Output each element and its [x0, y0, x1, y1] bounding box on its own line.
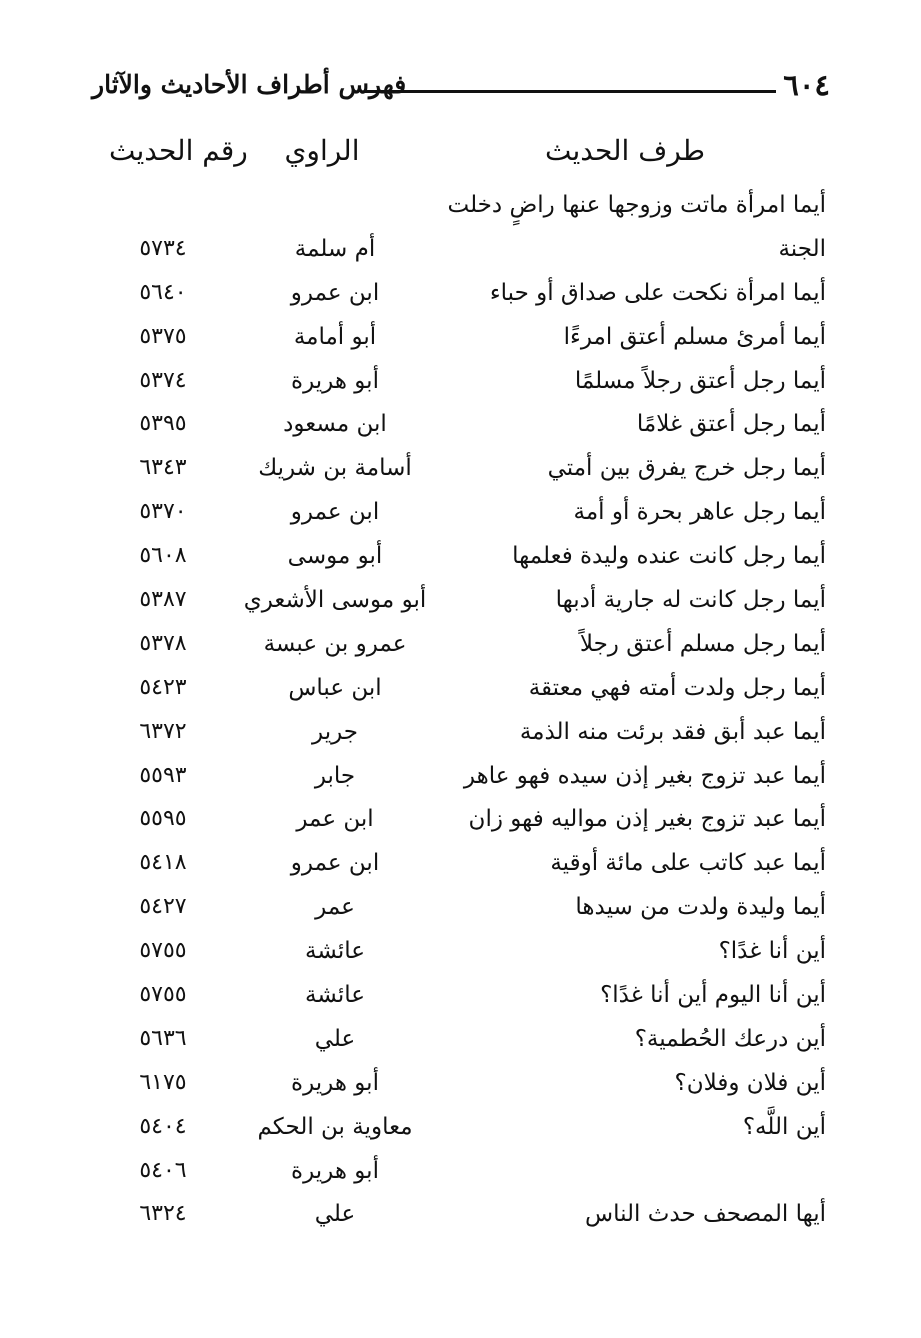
table-row: [0, 229, 921, 273]
table-row: [0, 492, 921, 536]
narrator-cell: ابن عباس: [288, 674, 382, 701]
narrator-cell: عائشة: [305, 982, 365, 1009]
number-cell: ٥٤١٨: [139, 850, 187, 876]
narrator-cell: أبو هريرة: [291, 1069, 379, 1096]
table-row: [0, 843, 921, 887]
hadith-cell: أيما رجل كانت له جارية أدبها: [555, 587, 826, 614]
number-cell: ٥٦٣٦: [139, 1025, 187, 1051]
number-cell: ٥٤٢٧: [139, 894, 187, 920]
table-row: [0, 931, 921, 975]
table-row: [0, 185, 921, 229]
narrator-cell: ابن عمر: [296, 806, 374, 833]
hadith-cell: أين درعك الحُطمية؟: [634, 1025, 826, 1052]
table-row: [0, 756, 921, 800]
table-row: [0, 1063, 921, 1107]
narrator-cell: أبو موسى: [287, 543, 383, 570]
narrator-cell: أبو هريرة: [291, 367, 379, 394]
number-cell: ٥٣٨٧: [139, 587, 187, 613]
hadith-cell: أيما أمرئ مسلم أعتق امرءًا: [563, 323, 826, 350]
hadith-cell: أيما عبد تزوج بغير إذن مواليه فهو زان: [468, 806, 826, 833]
hadith-cell: أيما وليدة ولدت من سيدها: [575, 894, 826, 921]
narrator-cell: علي: [314, 1025, 356, 1052]
number-cell: ٦١٧٥: [139, 1069, 187, 1095]
running-title: فهرس أطراف الأحاديث والآثار: [92, 70, 407, 99]
table-row: [0, 799, 921, 843]
table-row: [0, 448, 921, 492]
table-row: [0, 317, 921, 361]
hadith-cell: أيما رجل ولدت أمته فهي معتقة: [528, 674, 826, 701]
hadith-cell: أيما رجل خرج يفرق بين أمتي: [547, 455, 826, 482]
hadith-cell: أيما عبد أبق فقد برئت منه الذمة: [519, 718, 826, 745]
number-cell: ٥٣٧٨: [139, 630, 187, 656]
table-row: [0, 1019, 921, 1063]
hadith-cell: أيما امرأة ماتت وزوجها عنها راضٍ دخلت: [447, 192, 826, 218]
table-row: [0, 580, 921, 624]
hadith-cell: الجنة: [778, 235, 826, 262]
number-cell: ٥٣٧٤: [139, 367, 187, 393]
table-row: [0, 887, 921, 931]
hadith-cell: أيما رجل أعتق غلامًا: [636, 411, 826, 438]
narrator-cell: ابن عمرو: [290, 279, 380, 306]
hadith-cell: أين أنا غدًا؟: [718, 938, 826, 965]
column-header-hadith: طرف الحديث: [544, 134, 705, 167]
number-cell: ٦٣٤٣: [139, 455, 187, 481]
number-cell: ٥٤٢٣: [139, 674, 187, 700]
number-cell: ٥٥٩٥: [139, 806, 187, 832]
table-row: [0, 361, 921, 405]
column-header-number: رقم الحديث: [109, 134, 248, 167]
narrator-cell: أم سلمة: [294, 235, 376, 262]
hadith-cell: أيما عبد تزوج بغير إذن سيده فهو عاهر: [463, 762, 826, 789]
hadith-cell: أين اللَّه؟: [742, 1113, 826, 1140]
table-row: [0, 1194, 921, 1238]
number-cell: ٥٣٩٥: [139, 411, 187, 437]
narrator-cell: عائشة: [305, 938, 365, 965]
number-cell: ٥٦٤٠: [139, 279, 187, 305]
narrator-cell: عمر: [315, 894, 355, 921]
table-row: [0, 536, 921, 580]
table-row: [0, 273, 921, 317]
number-cell: ٥٤٠٦: [139, 1157, 187, 1183]
hadith-cell: أيما امرأة نكحت على صداق أو حباء: [489, 279, 826, 306]
number-cell: ٦٣٢٤: [139, 1201, 187, 1227]
number-cell: ٥٤٠٤: [139, 1113, 187, 1139]
hadith-cell: أيما عبد كاتب على مائة أوقية: [550, 850, 826, 877]
number-cell: ٥٣٧٠: [139, 499, 187, 525]
table-row: [0, 1151, 921, 1195]
narrator-cell: جرير: [312, 718, 358, 745]
page-number: ٦٠٤: [783, 68, 830, 102]
header-rule: [364, 90, 776, 93]
narrator-cell: معاوية بن الحكم: [257, 1113, 413, 1140]
hadith-cell: أين فلان وفلان؟: [674, 1069, 826, 1096]
table-row: [0, 404, 921, 448]
number-cell: ٦٣٧٢: [139, 718, 187, 744]
table-row: [0, 668, 921, 712]
narrator-cell: أبو أمامة: [293, 323, 377, 350]
hadith-cell: أيما رجل كانت عنده وليدة فعلمها: [512, 543, 826, 570]
hadith-cell: أين أنا اليوم أين أنا غدًا؟: [600, 982, 826, 1009]
hadith-cell: أيها المصحف حدث الناس: [585, 1201, 826, 1228]
narrator-cell: أسامة بن شريك: [258, 455, 412, 482]
narrator-cell: علي: [314, 1201, 356, 1228]
narrator-cell: ابن عمرو: [290, 499, 380, 526]
hadith-cell: أيما رجل أعتق رجلاً مسلمًا: [574, 367, 826, 394]
narrator-cell: عمرو بن عبسة: [263, 630, 407, 657]
page-header: [92, 68, 830, 112]
table-row: [0, 624, 921, 668]
column-header-narrator: الراوي: [284, 134, 360, 167]
hadith-cell: أيما رجل مسلم أعتق رجلاً: [579, 630, 826, 657]
table-row: [0, 712, 921, 756]
number-cell: ٥٧٣٤: [139, 235, 187, 261]
narrator-cell: أبو موسى الأشعري: [243, 587, 427, 614]
table-row: [0, 1107, 921, 1151]
table-row: [0, 975, 921, 1019]
number-cell: ٥٣٧٥: [139, 323, 187, 349]
number-cell: ٥٧٥٥: [139, 938, 187, 964]
narrator-cell: أبو هريرة: [291, 1157, 379, 1184]
index-table: [0, 185, 921, 1238]
number-cell: ٥٧٥٥: [139, 982, 187, 1008]
hadith-cell: أيما رجل عاهر بحرة أو أمة: [573, 499, 826, 526]
narrator-cell: ابن عمرو: [290, 850, 380, 877]
number-cell: ٥٦٠٨: [139, 543, 187, 569]
narrator-cell: جابر: [314, 762, 356, 789]
number-cell: ٥٥٩٣: [139, 762, 187, 788]
narrator-cell: ابن مسعود: [283, 411, 387, 438]
